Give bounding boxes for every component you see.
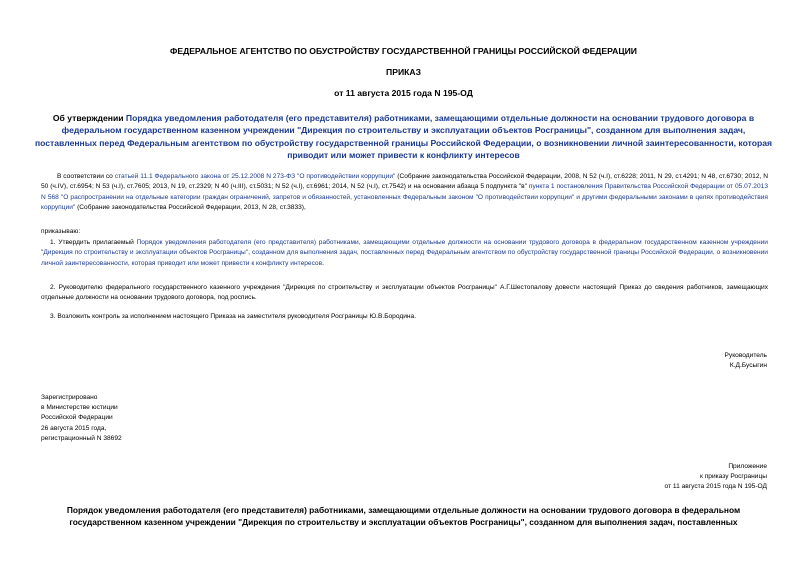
agency-name: ФЕДЕРАЛЬНОЕ АГЕНТСТВО ПО ОБУСТРОЙСТВУ ГОСУДАРСТВЕННОЙ ГРАНИЦЫ РОССИЙСКОЙ ФЕДЕРАЦИИ bbox=[170, 46, 637, 56]
signer-title: Руководитель bbox=[724, 352, 767, 359]
preamble-text-1: В соответствии со bbox=[57, 173, 115, 180]
order-subject bbox=[30, 112, 777, 162]
signer-name: К.Д.Бусыгин bbox=[729, 362, 767, 370]
appendix-line-3: от 11 августа 2015 года N 195-ОД bbox=[664, 483, 767, 491]
procedure-title bbox=[40, 505, 767, 529]
registration-line-3: Российской Федерации bbox=[41, 414, 113, 422]
appendix-line-2: к приказу Росграницы bbox=[700, 473, 767, 481]
preamble-text-2: (Собрание законодательства Российской Федерации, 2008, N 52 (ч.I), ст.6228; 2011, N 29, ст.4291; N 48, ст.6730; 2012, N 50 (ч.IV), ст.6954; N 53 (ч.I), ст.7605; 2013, N 19, ст.2329; N 40 (ч.III), ст.5031; N 52 (ч.I), ст.6961; 2014, N 52 (ч.I), ст.7542) и на основании абзаца 5 подпункта "в" bbox=[41, 173, 768, 191]
document-type: ПРИКАЗ bbox=[386, 67, 421, 77]
registration-block bbox=[41, 393, 122, 444]
order-item-2: 2. Руководителю федерального государственного казенного учреждения "Дирекция по строительству и эксплуатации объектов Росграницы" А.Г.Шестопалову довести настоящий Приказ до сведения работников, замещающих отдельные должности на основании трудового договора, под роспись. bbox=[41, 284, 768, 302]
registration-line-1: Зарегистрировано bbox=[41, 394, 98, 401]
registration-line-5: регистрационный N 38692 bbox=[41, 434, 122, 442]
subject-prefix: Об утверждении bbox=[52, 113, 126, 123]
government-decree-link[interactable]: пункта 1 постановления Правительства Российской Федерации от 05.07.2013 N 568 "О распространении на отдельные категории граждан ограничений, запретов и обязанностей, установленных Федеральным законом "О противодействии коррупции" и другими федеральными законами в целях противодействия коррупции" bbox=[41, 183, 768, 212]
subject-link[interactable]: Порядка уведомления работодателя (его представителя) работниками, замещающими отдельные должности на основании трудового договора в федеральном государственном казенном учреждении "Дирекция по строительству и эксплуатации объектов Росграницы", созданном для выполнения задач, поставленных перед Федеральным агентством по обустройству государственной границы Российской Федерации, о возникновении личной заинтересованности, которая приводит или может привести к конфликту интересов bbox=[34, 113, 773, 161]
registration-line-2: в Министерстве юстиции bbox=[41, 404, 118, 412]
order-item-1 bbox=[41, 238, 768, 269]
procedure-link[interactable]: Порядок уведомления работодателя (его представителя) работниками, замещающими отдельные должности на основании трудового договора в федеральном государственном казенном учреждении "Дирекция по строительству и эксплуатации объектов Росграницы", созданном для выполнения задач, поставленных перед Федеральным агентством по обустройству государственной границы Российской Федерации, о возникновении личной заинтересованности, которая приводит или может привести к конфликту интересов bbox=[41, 239, 768, 267]
order-intro: приказываю: bbox=[41, 228, 81, 235]
preamble-text-3: (Собрание законодательства Российской Федерации, 2013, N 28, ст.3833), bbox=[75, 204, 306, 212]
procedure-title-line-2: государственном казенном учреждении "Дирекция по строительству и эксплуатации объектов Росграницы", созданном для выполнения задач, поставленных bbox=[69, 516, 738, 527]
preamble-paragraph bbox=[41, 172, 768, 214]
order-item-1-end: . bbox=[322, 259, 324, 267]
appendix-block bbox=[665, 462, 767, 493]
order-date-number: от 11 августа 2015 года N 195-ОД bbox=[334, 88, 473, 98]
order-item-3: 3. Возложить контроль за исполнением настоящего Приказа на заместителя руководителя Росграницы Ю.В.Бородина. bbox=[50, 313, 417, 320]
appendix-line-1: Приложение bbox=[728, 463, 767, 470]
signature-block bbox=[725, 351, 767, 371]
registration-line-4: 26 августа 2015 года, bbox=[41, 424, 107, 432]
order-item-1-text: 1. Утвердить прилагаемый bbox=[50, 239, 137, 246]
procedure-title-line-1: Порядок уведомления работодателя (его представителя) работниками, замещающими отдельные должности на основании трудового договора в федеральном bbox=[66, 505, 741, 515]
law-article-link[interactable]: статьей 11.1 Федерального закона от 25.12.2008 N 273-ФЗ "О противодействии коррупции" bbox=[114, 173, 396, 180]
